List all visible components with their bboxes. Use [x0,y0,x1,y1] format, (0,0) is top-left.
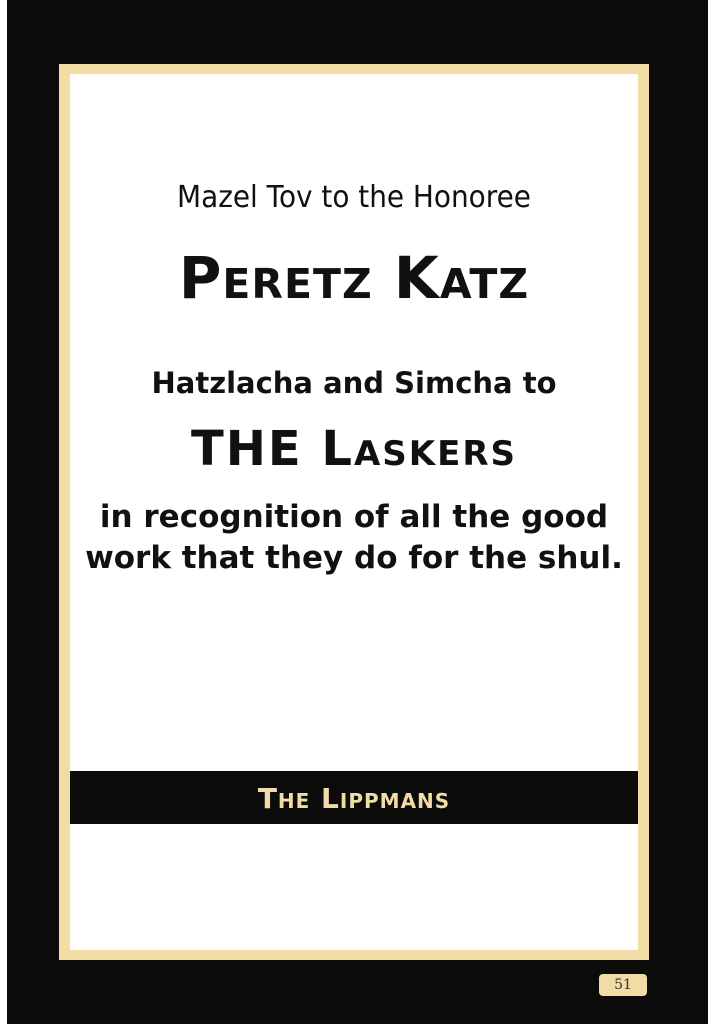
family-name: THE Laskers [190,421,518,477]
honoree-name: Peretz Katz [178,244,530,312]
sponsor-name: The Lippmans [257,782,451,815]
wish-text: Hatzlacha and Simcha to [151,366,557,400]
recognition-text-line-1: in recognition of all the good [99,499,609,535]
ad-panel [70,74,638,950]
ad-frame [59,64,649,960]
greeting-text: Mazel Tov to the Honoree [177,180,531,215]
page-number: 51 [599,974,647,996]
page-edge [0,0,7,1024]
recognition-text-line-2: work that they do for the shul. [85,540,623,576]
sponsor-banner [70,771,638,824]
